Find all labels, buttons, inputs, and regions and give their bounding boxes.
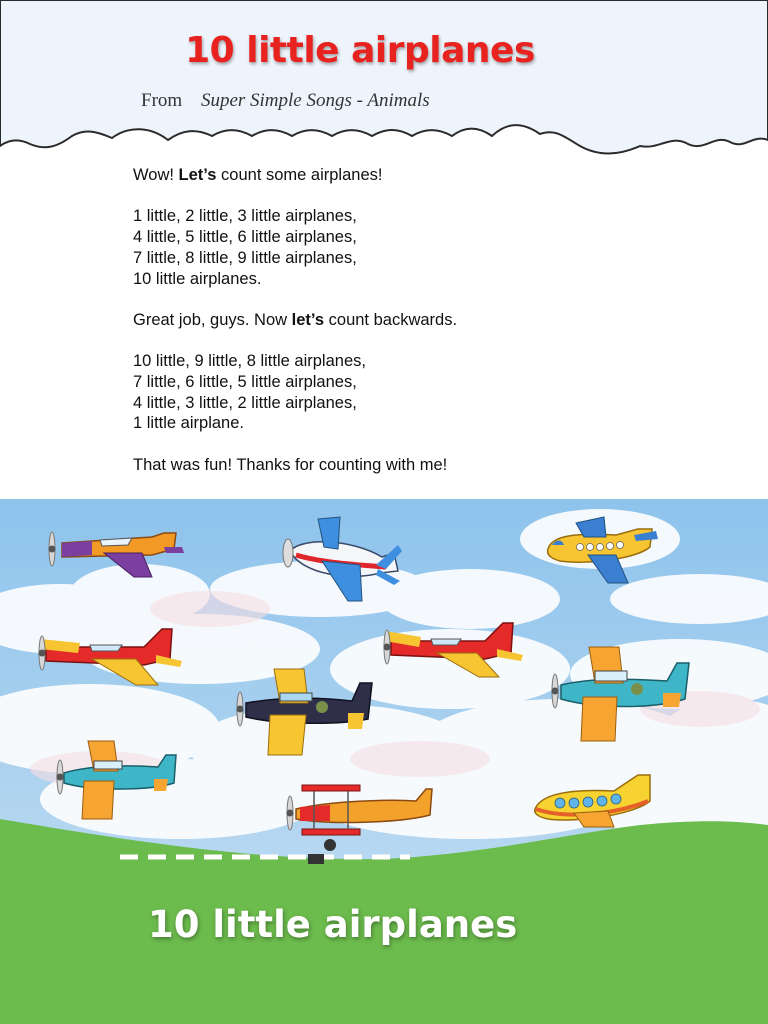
source-title: Super Simple Songs - Animals bbox=[200, 90, 430, 111]
cloud-banner bbox=[0, 0, 768, 170]
lyric-line: 7 little, 6 little, 5 little airplanes, bbox=[133, 372, 357, 391]
lyrics-outro: That was fun! Thanks for counting with me! bbox=[133, 455, 448, 474]
runway-marker bbox=[308, 854, 324, 864]
lyric-line: 4 little, 5 little, 6 little airplanes, bbox=[133, 228, 357, 247]
lyric-line: 4 little, 3 little, 2 little airplanes, bbox=[133, 393, 357, 412]
lyrics-verse-count-up bbox=[133, 206, 613, 289]
from-label: From bbox=[141, 90, 183, 111]
header-banner bbox=[0, 0, 768, 170]
lyric-line: 1 little, 2 little, 3 little airplanes, bbox=[133, 207, 357, 226]
source-line bbox=[141, 90, 430, 112]
page-title: 10 little airplanes bbox=[185, 30, 535, 71]
lyrics-text bbox=[133, 165, 613, 496]
lyrics-intro: Wow! Let’s count some airplanes! bbox=[133, 166, 383, 184]
lyrics-middle: Great job, guys. Now let’s count backwards. bbox=[133, 310, 458, 329]
lyric-line: 1 little airplane. bbox=[133, 414, 244, 433]
airplanes-illustration bbox=[0, 499, 768, 1024]
lyric-line: 7 little, 8 little, 9 little airplanes, bbox=[133, 248, 357, 267]
lyric-line: 10 little, 9 little, 8 little airplanes, bbox=[133, 352, 366, 371]
lyrics-verse-count-down bbox=[133, 351, 613, 434]
illustration-title: 10 little airplanes bbox=[148, 903, 518, 946]
lyric-line: 10 little airplanes. bbox=[133, 269, 262, 288]
